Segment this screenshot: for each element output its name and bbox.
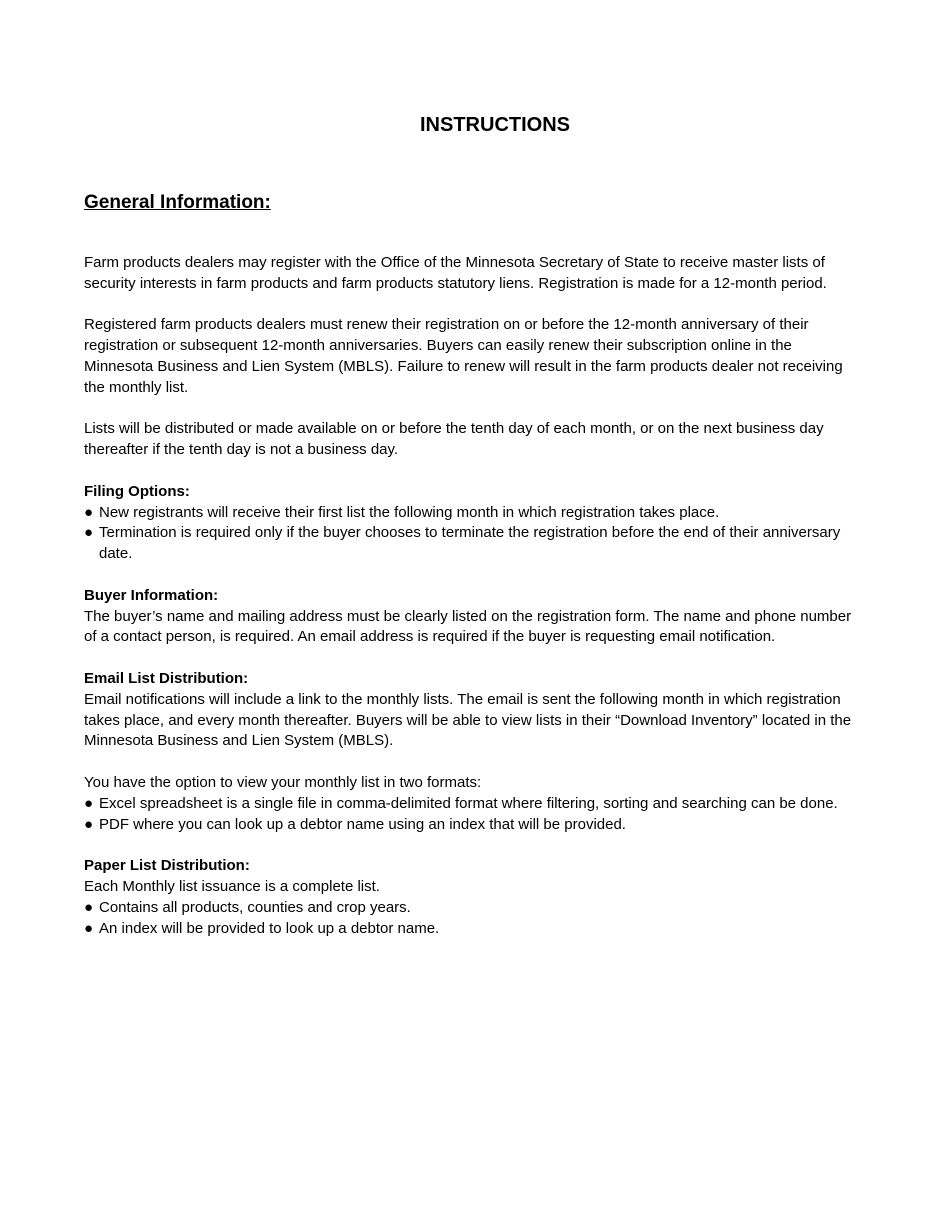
paragraph-renewal: Registered farm products dealers must renew their registration on or before the 12-month anniversary of their registration or subsequent 12-month anniversaries. Buyers can easily renew their subscription online in the Minnesota Business and Lien System (MBLS). Failure to renew will result in the farm products dealer not receiving the monthly list. — [84, 316, 843, 396]
paper-list-section — [84, 856, 864, 939]
filing-options-section — [84, 482, 864, 565]
list-item: ● Termination is required only if the buyer chooses to terminate the registration before the end of their anniversary date. — [84, 524, 841, 563]
list-item: ● PDF where you can look up a debtor name using an index that will be provided. — [84, 815, 864, 836]
buyer-information-heading: Buyer Information: — [84, 586, 219, 604]
bullet-icon: ● — [84, 503, 94, 521]
list-item: ● Contains all products, counties and crop years. — [84, 898, 864, 919]
buyer-information-section — [84, 586, 864, 648]
bullet-icon: ● — [84, 919, 94, 937]
paragraph-distribution: Lists will be distributed or made available on or before the tenth day of each month, or on the next business day thereafter if the tenth day is not a business day. — [84, 420, 824, 459]
bullet-icon: ● — [84, 524, 94, 542]
email-list-section — [84, 669, 864, 752]
paper-list-heading: Paper List Distribution: — [84, 857, 250, 875]
filing-options-heading: Filing Options: — [84, 482, 190, 500]
email-list-text: Email notifications will include a link to the monthly lists. The email is sent the following month in which registration takes place, and every month thereafter. Buyers will be able to view lists in their “Download Inventory” located in the Minnesota Business and Lien System (MBLS). — [84, 690, 852, 750]
bullet-icon: ● — [84, 794, 94, 812]
formats-intro: You have the option to view your monthly list in two formats: — [84, 773, 482, 791]
list-item: ● Excel spreadsheet is a single file in comma-delimited format where filtering, sorting and searching can be done. — [84, 794, 864, 815]
page-title: INSTRUCTIONS — [420, 114, 570, 136]
section-heading: General Information: — [84, 192, 271, 213]
bullet-icon: ● — [84, 815, 94, 833]
document-body — [84, 253, 864, 960]
formats-section — [84, 773, 864, 835]
list-item: ● An index will be provided to look up a debtor name. — [84, 919, 864, 940]
buyer-information-text: The buyer’s name and mailing address must be clearly listed on the registration form. The name and phone number of a contact person, is required. An email address is required if the buyer is requesting email notification. — [84, 607, 852, 646]
email-list-heading: Email List Distribution: — [84, 669, 249, 687]
bullet-icon: ● — [84, 898, 94, 916]
paragraph-registration: Farm products dealers may register with the Office of the Minnesota Secretary of State to receive master lists of security interests in farm products and farm products statutory liens. Registration is made for a 12-month period. — [84, 254, 827, 292]
paper-list-intro: Each Monthly list issuance is a complete list. — [84, 877, 380, 895]
list-item: ● New registrants will receive their first list the following month in which registration takes place. — [84, 503, 864, 524]
